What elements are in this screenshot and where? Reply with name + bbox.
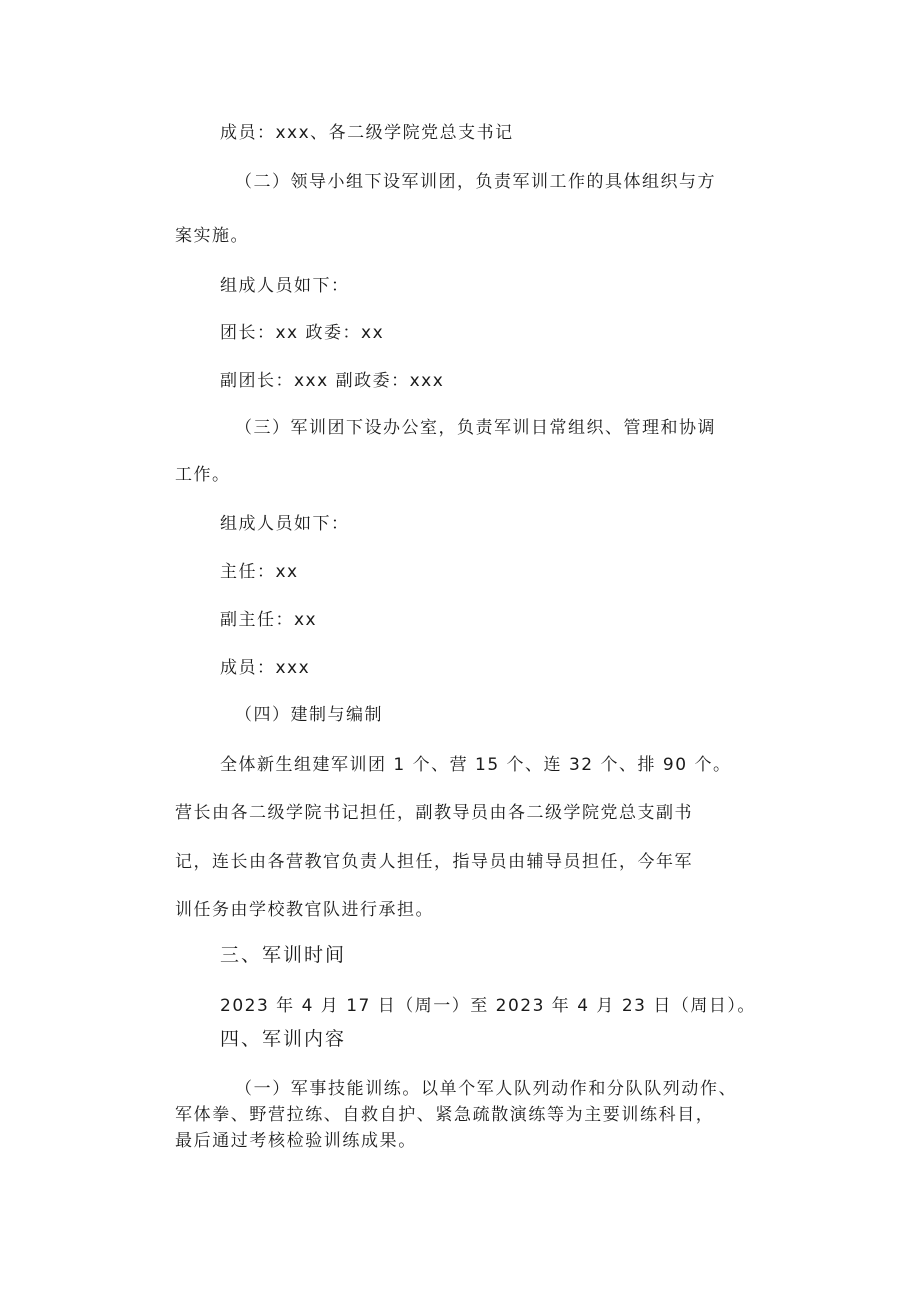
paragraph-line-skills-training-cont-1: 军体拳、野营拉练、自救自护、紧急疏散演练等为主要训练科目， (175, 1105, 715, 1125)
paragraph-line-skills-training: （一）军事技能训练。以单个军人队列动作和分队队列动作、 (235, 1079, 738, 1099)
paragraph-line-commander: 团长：xx 政委：xx (220, 323, 385, 343)
paragraph-line-training-dates: 2023 年 4 月 17 日（周一）至 2023 年 4 月 23 日（周日）。 (220, 996, 756, 1016)
paragraph-line-deputy-commander: 副团长：xxx 副政委：xxx (220, 371, 445, 391)
paragraph-line-organization-cont-2: 记，连长由各营教官负责人担任，指导员由辅导员担任，今年军 (175, 852, 693, 872)
paragraph-line-office-members: 成员：xxx (220, 658, 311, 678)
paragraph-line-director: 主任：xx (220, 562, 299, 582)
paragraph-line-deputy-director: 副主任：xx (220, 610, 318, 630)
paragraph-line-members: 成员：xxx、各二级学院党总支书记 (220, 123, 514, 143)
paragraph-line-section-3: （三）军训团下设办公室，负责军训日常组织、管理和协调 (235, 418, 716, 438)
paragraph-line-composition: 组成人员如下： (220, 276, 350, 296)
paragraph-line-section-3-cont: 工作。 (175, 465, 231, 485)
paragraph-line-organization-cont-3: 训任务由学校教官队进行承担。 (175, 900, 434, 920)
paragraph-line-section-2: （二）领导小组下设军训团，负责军训工作的具体组织与方 (235, 172, 716, 192)
section-heading-training-content: 四、军训内容 (220, 1028, 347, 1050)
paragraph-line-section-2-cont: 案实施。 (175, 226, 249, 246)
paragraph-line-organization-cont-1: 营长由各二级学院书记担任，副教导员由各二级学院党总支副书 (175, 803, 693, 823)
paragraph-line-skills-training-cont-2: 最后通过考核检验训练成果。 (175, 1131, 417, 1151)
paragraph-line-section-4: （四）建制与编制 (235, 705, 383, 725)
paragraph-line-composition-2: 组成人员如下： (220, 514, 350, 534)
section-heading-training-time: 三、军训时间 (220, 944, 347, 966)
paragraph-line-organization: 全体新生组建军训团 1 个、营 15 个、连 32 个、排 90 个。 (220, 755, 732, 775)
